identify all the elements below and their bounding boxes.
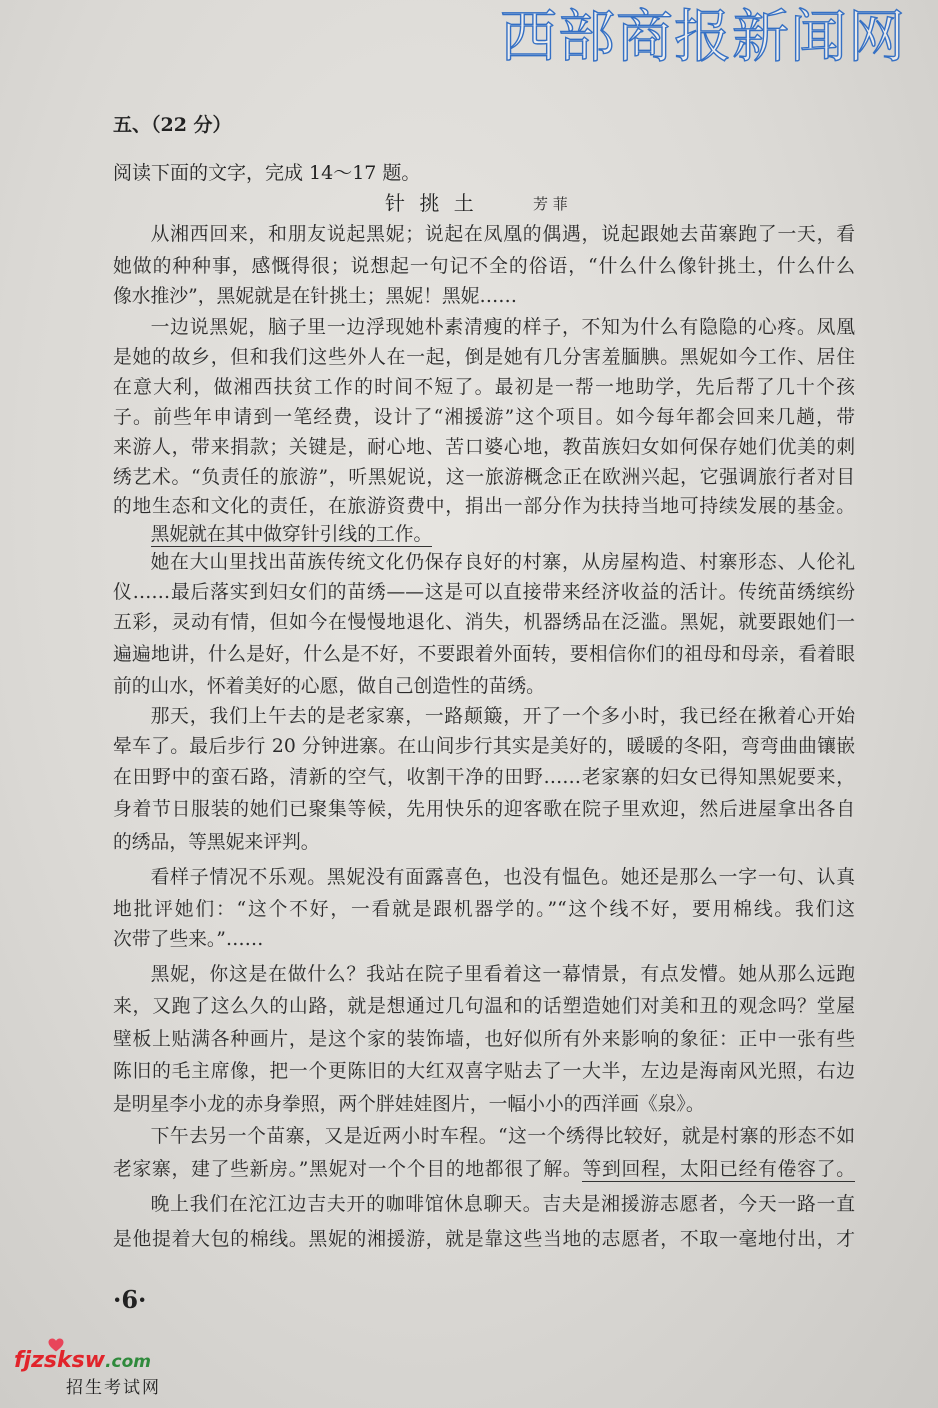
reading-instruction: 阅读下面的文字，完成 14～17 题。 [113, 162, 421, 184]
paragraph-line: 身着节日服装的她们已聚集等候，先用快乐的迎客歌在院子里欢迎，然后进屋拿出各自 [113, 799, 855, 820]
paragraph-line: 陈旧的毛主席像，把一个更陈旧的大红双喜字贴去了一大半，左边是海南风光照，右边 [113, 1061, 855, 1082]
paragraph-line: 看样子情况不乐观。黑妮没有面露喜色，也没有愠色。她还是那么一字一句、认真 [150, 867, 855, 888]
section-heading: 五、（22 分） [113, 114, 232, 136]
paragraph-line: 的绣品，等黑妮来评判。 [113, 832, 320, 853]
logo-name: fjzsksw [14, 1348, 106, 1373]
paragraph-line: 来游人，带来捐款；关键是，耐心地、苦口婆心地，教苗族妇女如何保存她们优美的刺 [113, 437, 855, 458]
paragraph-line: 她做的种种事，感慨得很；说想起一句记不全的俗语，“什么什么像针挑土，什么什么 [113, 256, 855, 277]
paragraph-line: 是明星李小龙的赤身拳照，两个胖娃娃图片，一幅小小的西洋画《泉》。 [113, 1094, 705, 1115]
paragraph-line: 壁板上贴满各种画片，是这个家的装饰墙，也好似所有外来影响的象征：正中一张有些 [113, 1029, 855, 1050]
paragraph-line: 次带了些来。”…… [113, 929, 264, 950]
paragraph-line [113, 520, 855, 550]
paragraph-line: 像水推沙”，黑妮就是在针挑土；黑妮！黑妮…… [113, 286, 518, 307]
paragraph-line: 五彩，灵动有情，但如今在慢慢地退化、消失，机器绣品在泛滥。黑妮，就要跟她们一 [113, 612, 855, 633]
paragraph-line: 从湘西回来，和朋友说起黑妮；说起在凤凰的偶遇，说起跟她去苗寨跑了一天，看 [150, 224, 855, 245]
paragraph-line: 下午去另一个苗寨，又是近两小时车程。“这一个绣得比较好，就是村寨的形态不如 [150, 1126, 855, 1147]
paragraph-line: 是她的故乡，但和我们这些外人在一起，倒是她有几分害羞腼腆。黑妮如今工作、居住 [113, 347, 855, 368]
paragraph-line: 的地生态和文化的责任，在旅游资费中，捐出一部分作为扶持当地可持续发展的基金。 [113, 496, 855, 517]
paragraph-line: 地批评她们：“这个不好，一看就是跟机器学的。”“这个线不好，要用棉线。我们这 [113, 899, 855, 920]
logo-tagline: 招生考试网 [66, 1378, 161, 1398]
paragraph-line: 在意大利，做湘西扶贫工作的时间不短了。最初是一帮一地助学，先后帮了几十个孩 [113, 377, 855, 398]
paragraph-line: 是他提着大包的棉线。黑妮的湘援游，就是靠这些当地的志愿者，不取一毫地付出，才 [113, 1229, 855, 1250]
watermark-text: 西部商报新闻网 [500, 4, 906, 70]
line-text: 老家寨，建了些新房。”黑妮对一个个目的地都很了解。 [113, 1159, 583, 1180]
site-logo [14, 1336, 184, 1402]
paragraph-line: 在田野中的蛮石路，清新的空气，收割干净的田野……老家寨的妇女已得知黑妮要来， [113, 767, 855, 788]
paragraph-line: 晕车了。最后步行 20 分钟进寨。在山间步行其实是美好的，暖暖的冬阳，弯弯曲曲镶嵌 [113, 736, 855, 757]
page-number: ·6· [113, 1285, 147, 1314]
underlined-sentence: 等到回程，太阳已经有倦容了。 [582, 1159, 855, 1180]
paragraph-line: 来，又跑了这么久的山路，就是想通过几句温和的话塑造她们对美和丑的观念吗？堂屋 [113, 996, 855, 1017]
paragraph-line: 那天，我们上午去的是老家寨，一路颠簸，开了一个多小时，我已经在揪着心开始 [150, 706, 855, 727]
paragraph-line [113, 1155, 855, 1185]
paragraph-line: 前的山水，怀着美好的心愿，做自己创造性的苗绣。 [113, 676, 545, 697]
underlined-sentence: 黑妮就在其中做穿针引线的工作。 [150, 524, 433, 545]
paragraph-line: 仪……最后落实到妇女们的苗绣——这是可以直接带来经济收益的活计。传统苗绣缤纷 [113, 582, 855, 603]
article-title: 针 挑 土 [385, 191, 478, 215]
paragraph-line: 一边说黑妮，脑子里一边浮现她朴素清瘦的样子，不知为什么有隐隐的心疼。凤凰 [150, 317, 855, 338]
paragraph-line: 绣艺术。“负责任的旅游”，听黑妮说，这一旅游概念正在欧洲兴起，它强调旅行者对目 [113, 467, 855, 488]
paragraph-line: 她在大山里找出苗族传统文化仍保存良好的村寨，从房屋构造、村寨形态、人伦礼 [150, 552, 855, 573]
logo-wordmark [14, 1348, 151, 1375]
article-author: 芳 菲 [533, 195, 568, 213]
paragraph-line: 子。前些年申请到一笔经费，设计了“湘援游”这个项目。如今每年都会回来几趟，带 [113, 407, 855, 428]
logo-tld: .com [105, 1352, 151, 1372]
paragraph-line: 晚上我们在沱江边吉夫开的咖啡馆休息聊天。吉夫是湘援游志愿者，今天一路一直 [150, 1194, 855, 1215]
paragraph-line: 遍遍地讲，什么是好，什么是不好，不要跟着外面转，要相信你们的祖母和母亲，看着眼 [113, 644, 855, 665]
paragraph-line: 黑妮，你这是在做什么？我站在院子里看着这一幕情景，有点发懵。她从那么远跑 [150, 964, 855, 985]
